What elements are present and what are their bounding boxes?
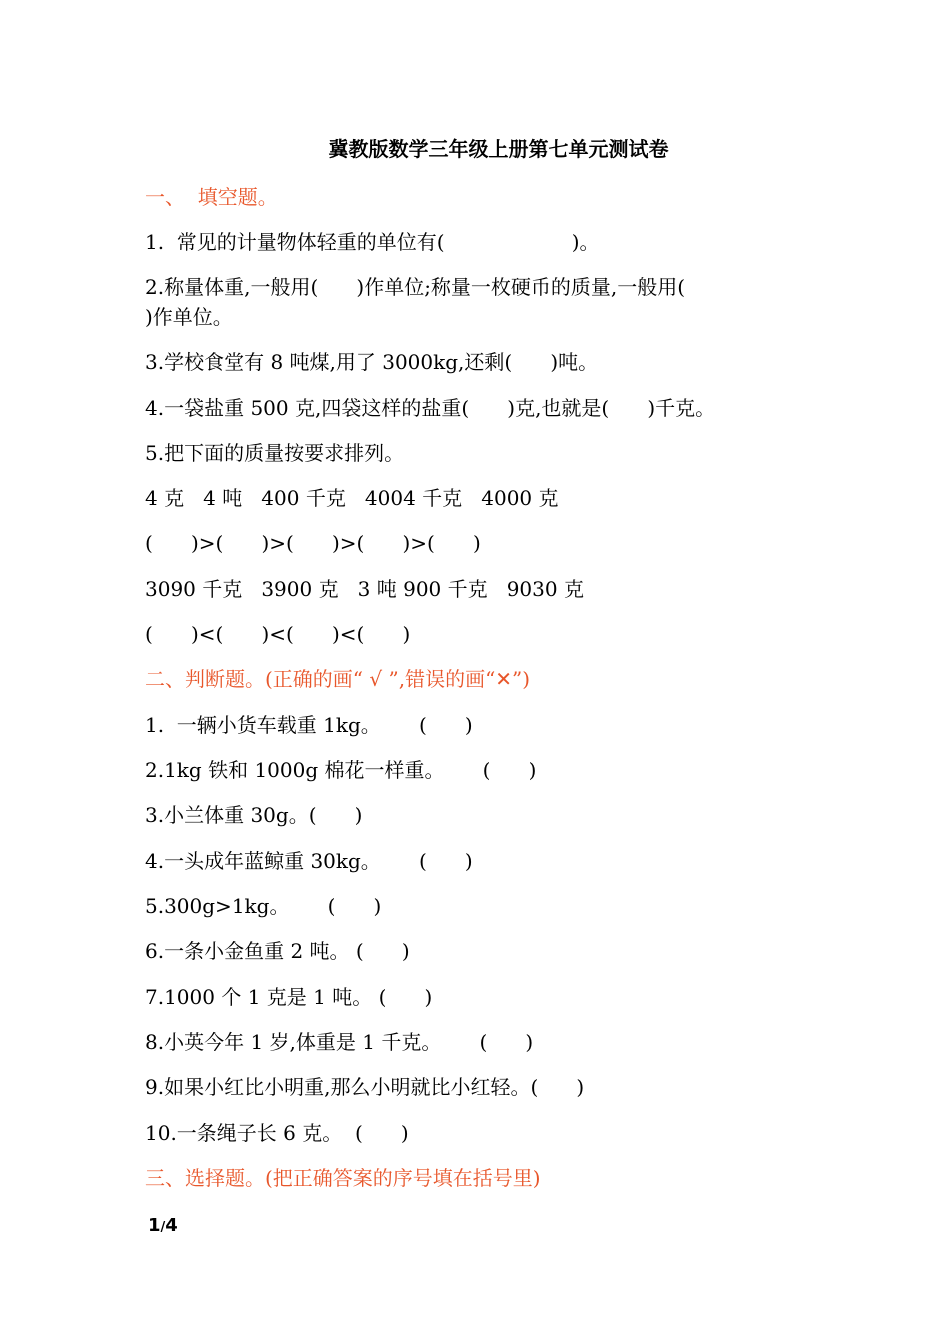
judge-item-1: 1. 一辆小货车载重 1kg。 ( ) [145,713,473,737]
judge-item-8: 8.小英今年 1 岁,体重是 1 千克。 ( ) [145,1030,534,1054]
page-current: 1 [148,1215,161,1236]
judge-item-7: 7.1000 个 1 克是 1 吨。 ( ) [145,985,433,1009]
section-2-heading: 二、判断题。(正确的画“ √ ”,错误的画“✕”) [145,667,531,691]
question-1-3: 3.学校食堂有 8 吨煤,用了 3000kg,还剩( )吨。 [145,350,599,374]
section-1-heading: 一、 填空题。 [145,185,278,209]
section-3-heading: 三、选择题。(把正确答案的序号填在括号里) [145,1166,541,1190]
question-1-1: 1. 常见的计量物体轻重的单位有( )。 [145,230,600,254]
page-number [148,1215,178,1236]
judge-item-6: 6.一条小金鱼重 2 吨。 ( ) [145,939,410,963]
question-1-5-items-1: 4 克 4 吨 400 千克 4004 千克 4000 克 [145,486,559,510]
judge-item-10: 10.一条绳子长 6 克。 ( ) [145,1121,409,1145]
page-separator: / [160,1220,166,1235]
judge-item-3: 3.小兰体重 30g。( ) [145,803,363,827]
question-1-2-line1: 2.称量体重,一般用( )作单位;称量一枚硬币的质量,一般用( [145,275,686,299]
question-1-5-order-2: ( )<( )<( )<( ) [145,622,411,646]
page-total: 4 [165,1215,178,1236]
judge-item-9: 9.如果小红比小明重,那么小明就比小红轻。( ) [145,1075,585,1099]
question-1-5-order-1: ( )>( )>( )>( )>( ) [145,531,481,555]
question-1-5: 5.把下面的质量按要求排列。 [145,441,405,465]
judge-item-4: 4.一头成年蓝鲸重 30kg。 ( ) [145,849,473,873]
judge-item-2: 2.1kg 铁和 1000g 棉花一样重。 ( ) [145,758,537,782]
question-1-5-items-2: 3090 千克 3900 克 3 吨 900 千克 9030 克 [145,577,584,601]
page-title: 冀教版数学三年级上册第七单元测试卷 [328,137,669,161]
question-1-2-line2: )作单位。 [145,305,233,329]
question-1-4: 4.一袋盐重 500 克,四袋这样的盐重( )克,也就是( )千克。 [145,396,716,420]
judge-item-5: 5.300g>1kg。 ( ) [145,894,382,918]
